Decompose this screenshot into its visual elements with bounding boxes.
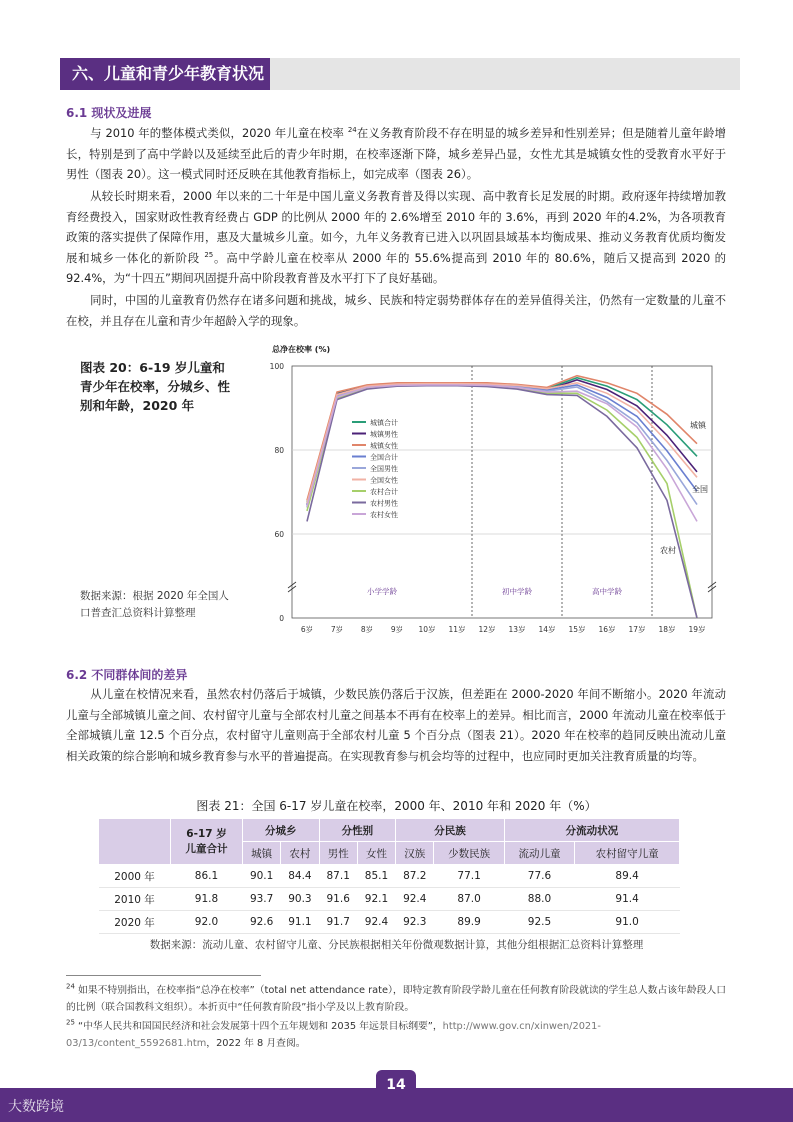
footnote-text: ，2022 年 8 月查阅。 — [206, 1038, 306, 1049]
table-cell: 91.4 — [575, 888, 680, 911]
legend-label: 全国合计 — [370, 453, 398, 462]
x-tick-label: 18岁 — [658, 625, 676, 634]
footnote-ref-24[interactable]: 24 — [347, 126, 357, 135]
y-tick-label: 100 — [269, 362, 284, 371]
subsection-heading-6-1: 6.1 现状及进展 — [66, 106, 152, 120]
x-tick-label: 16岁 — [598, 625, 616, 634]
group-label: 城镇 — [690, 421, 706, 430]
x-tick-label: 11岁 — [448, 625, 466, 634]
paragraph-text: 。高中学龄儿童在校率从 2000 年的 55.6%提高到 2010 年的 80.6%，随后又提高到 2020 的 92.4%，为“十四五”期间巩固提升高中阶段教育普及水平打下了良好基础。 — [66, 250, 726, 286]
legend-label: 城镇合计 — [370, 419, 398, 427]
x-tick-label: 12岁 — [478, 625, 496, 634]
group-label: 全国 — [692, 485, 708, 494]
table-cell: 89.4 — [575, 865, 680, 888]
subsection-heading-6-2: 6.2 不同群体间的差异 — [66, 668, 188, 682]
table-cell: 92.0 — [171, 911, 243, 934]
x-tick-label: 8岁 — [360, 625, 374, 634]
table-cell: 93.7 — [243, 888, 281, 911]
footnote-divider — [66, 975, 261, 976]
y-tick-label: 80 — [274, 446, 284, 455]
col-header-total-l1: 6-17 岁 — [186, 827, 227, 840]
table-cell: 85.1 — [357, 865, 395, 888]
table-cell: 92.4 — [396, 888, 434, 911]
y-axis-label: 总净在校率 (%) — [272, 345, 331, 354]
table-cell: 77.6 — [504, 865, 574, 888]
table-cell: 91.6 — [319, 888, 357, 911]
table-21-source: 数据来源：流动儿童、农村留守儿童、分民族根据相关年份微观数据计算，其他分组根据汇总资料计算整理 — [149, 939, 644, 951]
table-cell: 90.3 — [281, 888, 319, 911]
paragraph-text: 从较长时期来看，2000 年以来的二十年是中国儿童义务教育普及得以实现、高中教育长足发展的时期。政府逐年持续增加教育经费投入，国家财政性教育经费占 GDP 的比例从 2000 年的 2.6%增至 2010 年的 3.6%，再到 2020 年的4.2%，为各项教育政策的落实提供了保障作用，惠及大量城乡儿童。如今，九年义务教育已进入以巩固县域基本均衡成果、推动义务教育优质均衡发展和城乡一体化的新阶段 — [66, 189, 726, 265]
table-cell: 90.1 — [243, 865, 281, 888]
col-subheader: 城镇 — [243, 842, 281, 865]
x-tick-label: 10岁 — [418, 625, 436, 634]
chart-svg — [262, 338, 722, 638]
row-year: 2010 年 — [99, 888, 171, 911]
footnote-number: 25 — [66, 1018, 75, 1027]
figure-20-source: 数据来源：根据 2020 年全国人口普查汇总资料计算整理 — [80, 590, 229, 619]
table-21-title: 图表 21：全国 6-17 岁儿童在校率，2000 年、2010 年和 2020 年（%） — [196, 799, 597, 813]
stage-label: 初中学龄 — [502, 587, 532, 596]
table-21 — [98, 818, 680, 934]
row-year: 2000 年 — [99, 865, 171, 888]
legend-label: 农村男性 — [370, 499, 398, 508]
table-cell: 92.5 — [504, 911, 574, 934]
col-group-header: 分性别 — [319, 819, 396, 842]
table-cell: 87.0 — [434, 888, 504, 911]
legend-label: 城镇女性 — [370, 442, 398, 450]
figure-20-caption: 图表 20：6-19 岁儿童和青少年在校率，分城乡、性别和年龄，2020 年 — [80, 360, 231, 413]
table-cell: 92.4 — [357, 911, 395, 934]
table-cell: 77.1 — [434, 865, 504, 888]
col-subheader: 男性 — [319, 842, 357, 865]
footnote-link[interactable]: http://www.gov.cn/xinwen/2021-03/13/content_5592681.htm — [66, 1021, 601, 1049]
y-tick-label: 60 — [274, 530, 284, 539]
col-subheader: 流动儿童 — [504, 842, 574, 865]
table-cell: 89.9 — [434, 911, 504, 934]
table-row — [99, 865, 680, 888]
col-group-header: 分流动状况 — [504, 819, 679, 842]
figure-20-chart — [262, 338, 722, 638]
stage-label: 高中学龄 — [592, 587, 622, 596]
table-row — [99, 911, 680, 934]
col-group-header: 分城乡 — [243, 819, 320, 842]
table-cell: 84.4 — [281, 865, 319, 888]
table-cell: 91.7 — [319, 911, 357, 934]
table-cell: 87.2 — [396, 865, 434, 888]
legend-label: 全国男性 — [370, 465, 398, 473]
brand-logo: 大数跨境 — [8, 1099, 64, 1115]
paragraph-6-1-3 — [66, 290, 726, 331]
table-row — [99, 888, 680, 911]
paragraph-text: 与 2010 年的整体模式类似，2020 年儿童在校率 — [90, 126, 348, 140]
group-label: 农村 — [660, 546, 676, 555]
x-tick-label: 17岁 — [628, 625, 646, 634]
col-subheader: 汉族 — [396, 842, 434, 865]
footnote-24 — [66, 982, 731, 1016]
footnote-25 — [66, 1018, 731, 1052]
page-number: 14 — [376, 1070, 416, 1100]
footnote-number: 24 — [66, 982, 75, 991]
x-tick-label: 19岁 — [688, 625, 706, 634]
table-corner — [99, 819, 171, 865]
footnote-text: “中华人民共和国国民经济和社会发展第十四个五年规划和 2035 年远景目标纲要”， — [78, 1021, 443, 1032]
col-subheader: 少数民族 — [434, 842, 504, 865]
col-header-total — [171, 819, 243, 865]
table-cell: 91.8 — [171, 888, 243, 911]
legend-label: 农村合计 — [370, 488, 398, 496]
footnote-ref-25[interactable]: 25 — [204, 250, 214, 259]
x-tick-label: 9岁 — [390, 625, 404, 634]
table-cell: 88.0 — [504, 888, 574, 911]
legend-label: 城镇男性 — [370, 430, 398, 439]
col-subheader: 农村留守儿童 — [575, 842, 680, 865]
table-cell: 92.1 — [357, 888, 395, 911]
legend-label: 全国女性 — [370, 476, 398, 485]
paragraph-text: 从儿童在校情况来看，虽然农村仍落后于城镇，少数民族仍落后于汉族，但差距在 2000-2020 年间不断缩小。2020 年流动儿童与全部城镇儿童之间、农村留守儿童与全部农村儿童之间基本不再有在校率上的差异。相比而言，2000 年流动儿童在校率低于全部城镇儿童 12.5 个百分点，农村留守儿童则高于全部农村儿童 5 个百分点（图表 21）。2020 年在校率的趋同反映出流动儿童相关政策的综合影响和城乡教育参与水平的普遍提高。在实现教育参与机会均等的过程中，也应同时更加关注教育质量的均等。 — [66, 687, 726, 763]
section-title: 六、儿童和青少年教育状况 — [60, 58, 270, 90]
legend-label: 农村女性 — [370, 511, 398, 519]
paragraph-6-2-1 — [66, 684, 726, 766]
table-cell: 87.1 — [319, 865, 357, 888]
x-tick-label: 7岁 — [330, 625, 344, 634]
y-tick-label: 0 — [279, 614, 284, 623]
table-cell: 92.6 — [243, 911, 281, 934]
table-cell: 92.3 — [396, 911, 434, 934]
table-cell: 91.0 — [575, 911, 680, 934]
table-cell: 86.1 — [171, 865, 243, 888]
stage-label: 小学学龄 — [367, 587, 397, 596]
col-subheader: 女性 — [357, 842, 395, 865]
col-subheader: 农村 — [281, 842, 319, 865]
paragraph-6-1-2 — [66, 186, 726, 289]
x-tick-label: 14岁 — [538, 625, 556, 634]
paragraph-6-1-1 — [66, 123, 726, 185]
footnote-text: 如果不特别指出，在校率指“总净在校率”（total net attendance rate），即特定教育阶段学龄儿童在任何教育阶段就读的学生总人数占该年龄段人口的比例（联合国教科文组织）。本折页中“任何教育阶段”指小学及以上教育阶段。 — [66, 985, 727, 1013]
row-year: 2020 年 — [99, 911, 171, 934]
paragraph-text: 在义务教育阶段不存在明显的城乡差异和性别差异；但是随着儿童年龄增长，特别是到了高中学龄以及延续至此后的青少年时期，在校率逐渐下降，城乡差异凸显，女性尤其是城镇女性的受教育水平好于男性（图表 20）。这一模式同时还反映在其他教育指标上，如完成率（图表 26）。 — [66, 126, 726, 182]
x-tick-label: 15岁 — [568, 625, 586, 634]
paragraph-text: 同时，中国的儿童教育仍然存在诸多问题和挑战，城乡、民族和特定弱势群体存在的差异值得关注，仍然有一定数量的儿童不在校，并且存在儿童和青少年超龄入学的现象。 — [66, 293, 726, 328]
table-cell: 91.1 — [281, 911, 319, 934]
x-tick-label: 13岁 — [508, 625, 526, 634]
x-tick-label: 6岁 — [300, 625, 314, 634]
col-group-header: 分民族 — [396, 819, 505, 842]
col-header-total-l2: 儿童合计 — [185, 842, 228, 855]
